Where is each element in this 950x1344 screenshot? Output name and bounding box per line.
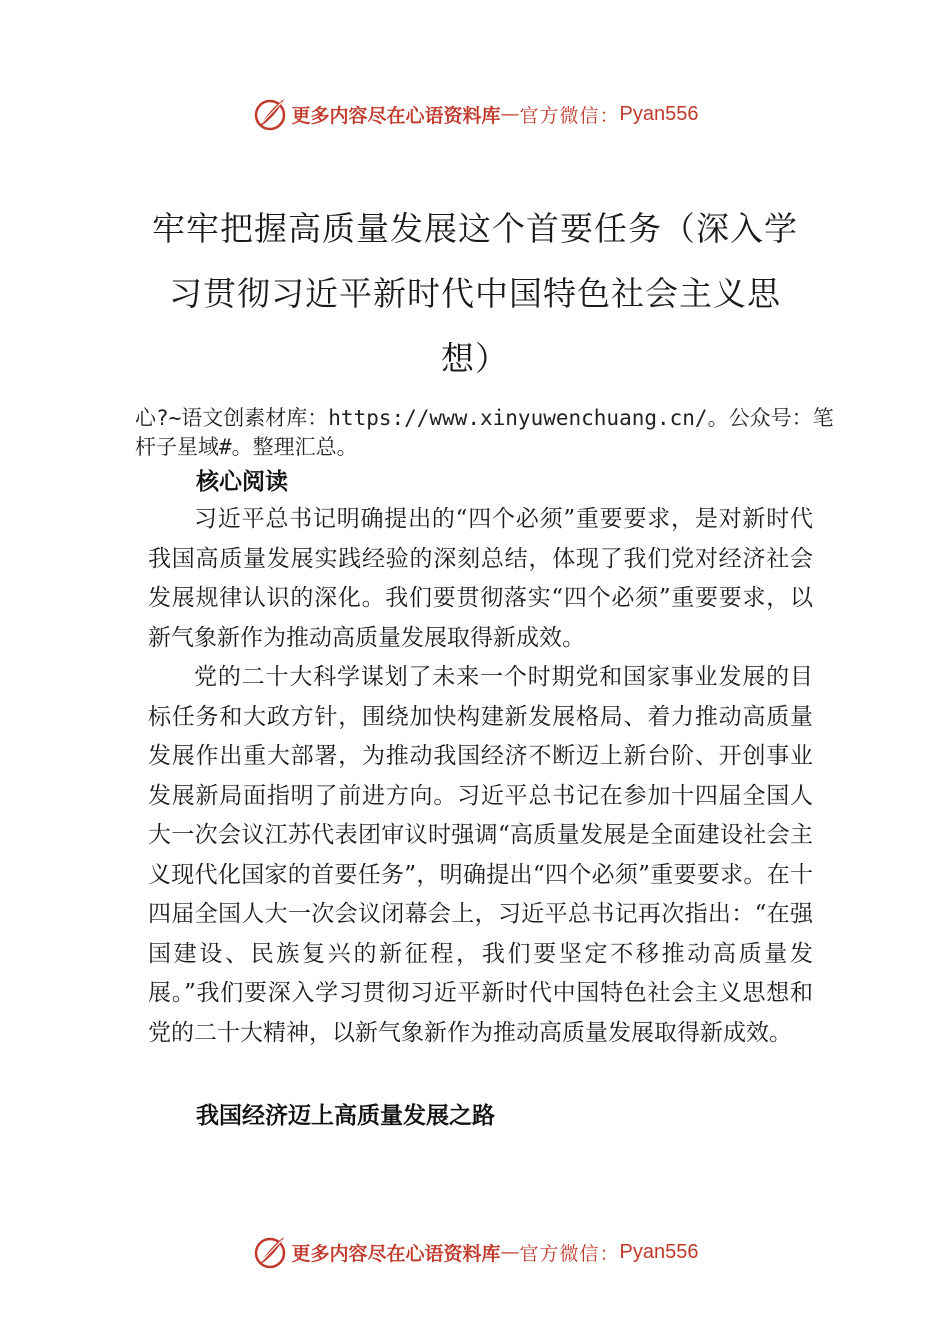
banner-wechat-id: Pyan556 xyxy=(619,1240,699,1263)
quill-logo-icon xyxy=(252,96,288,132)
header-watermark-banner xyxy=(0,94,950,134)
section-heading-economy: 我国经济迈上高质量发展之路 xyxy=(196,1103,495,1129)
banner-wechat-id: Pyan556 xyxy=(619,102,699,125)
banner-wechat-label: 官方微信： xyxy=(519,104,620,127)
source-line: 心?~语文创素材库：https://www.xinyuwenchuang.cn/。公众号：笔杆子星域#。整理汇总。 xyxy=(135,406,834,459)
body-paragraph: 党的二十大科学谋划了未来一个时期党和国家事业发展的目标任务和大政方针，围绕加快构建新发展格局、着力推动高质量发展作出重大部署，为推动我国经济不断迈上新台阶、开创事业发展新局面指明了前进方向。习近平总书记在参加十四届全国人大一次会议江苏代表团审议时强调“高质量发展是全面建设社会主义现代化国家的首要任务”，明确提出“四个必须”重要要求。在十四届全国人大一次会议闭幕会上，习近平总书记再次指出：“在强国建设、民族复兴的新征程，我们要坚定不移推动高质量发展。”我们要深入学习贯彻习近平新时代中国特色社会主义思想和党的二十大精神，以新气象新作为推动高质量发展取得新成效。 xyxy=(148,664,813,1046)
banner-wechat-label: 官方微信： xyxy=(519,1242,620,1265)
quill-logo-icon xyxy=(252,1234,288,1270)
banner-lead-text: 更多内容尽在心语资料库 xyxy=(291,104,501,127)
document-title: 牢牢把握高质量发展这个首要任务（深入学习贯彻习近平新时代中国特色社会主义思想） xyxy=(152,209,798,378)
banner-separator: — xyxy=(500,103,520,125)
banner-separator: — xyxy=(500,1241,520,1263)
banner-lead-text: 更多内容尽在心语资料库 xyxy=(291,1242,501,1265)
section-heading-core-reading: 核心阅读 xyxy=(196,469,288,495)
body-paragraph: 习近平总书记明确提出的“四个必须”重要要求，是对新时代我国高质量发展实践经验的深刻总结，体现了我们党对经济社会发展规律认识的深化。我们要贯彻落实“四个必须”重要要求，以新气象新作为推动高质量发展取得新成效。 xyxy=(148,506,813,651)
footer-watermark-banner xyxy=(0,1232,950,1272)
